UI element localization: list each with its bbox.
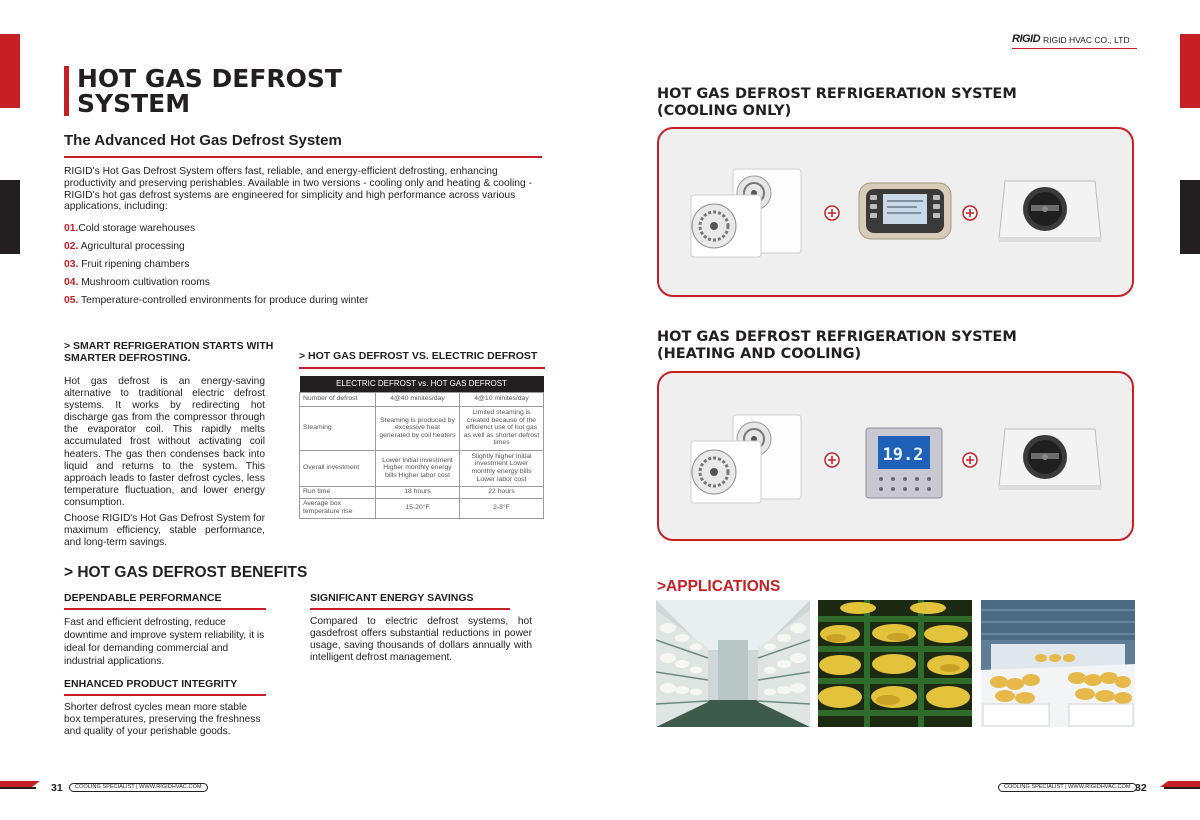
system2-illustration <box>659 373 1132 539</box>
controller-display-value: 19.2 <box>882 445 924 465</box>
benefit-body: Shorter defrost cycles mean more stable box temperatures, preserving the freshness and quality of your perishable goods. <box>64 702 261 737</box>
brand-logo: RIGID <box>1012 33 1041 45</box>
applications-heading: >APPLICATIONS <box>657 578 781 595</box>
left-red-tab <box>0 34 20 108</box>
benefit-energy <box>310 592 532 664</box>
smart-defrost-heading: > SMART REFRIGERATION STARTS WITH SMARTER DEFROSTING. <box>64 340 274 364</box>
benefit-dependable <box>64 592 266 668</box>
photo-mango-storage <box>981 600 1135 727</box>
benefits-heading: > HOT GAS DEFROST BENEFITS <box>64 564 308 581</box>
brand-name: RIGID HVAC CO., LTD <box>1043 35 1130 45</box>
page-number-right: 32 <box>1135 782 1147 794</box>
footer-pill-left: COOLING SPECIALIST | WWW.RIGIDHVAC.COM <box>69 783 208 792</box>
section-subtitle: The Advanced Hot Gas Defrost System <box>64 132 542 158</box>
plus-circle-icon <box>963 206 977 220</box>
comparison-heading: > HOT GAS DEFROST VS. ELECTRIC DEFROST <box>299 350 545 369</box>
benefit-body: Fast and efficient defrosting, reduce downtime and improve system reliability, it is ideal for demanding commercial and industrial applications. <box>64 617 265 667</box>
right-dark-tab <box>1180 180 1200 254</box>
photo-banana-crates <box>818 600 972 727</box>
plus-circle-icon <box>963 453 977 467</box>
table-row: Steaming Steaming is produced by excessive heat generated by coil heaters Limited steaming is created because of the efficienct use of hot gas as well as shorter defrost times <box>300 406 544 450</box>
smart-para-1: Hot gas defrost is an energy-saving alternative to traditional electric defrost systems. It works by redirecting hot discharge gas from the compressor through the evaporator coil. This rapidly melts accumulated frost without activating coil heaters. The gas then condenses back into liquid and returns to the system. This approach leads to faster defrost cycles, less temperature fluctuation, and lower energy consumption. <box>64 376 265 508</box>
list-item: 01.Cold storage warehouses <box>64 223 196 234</box>
table-row: Run time 18 hours 22 hours <box>300 486 544 498</box>
list-item: 03. Fruit ripening chambers <box>64 259 190 270</box>
system2-heading: HOT GAS DEFROST REFRIGERATION SYSTEM (HEATING AND COOLING) <box>657 329 1017 362</box>
table-row: Average box temperature rise 15-20°F 2-3°F <box>300 498 544 518</box>
evaporator-unit-image <box>999 429 1101 490</box>
smart-para-2: Choose RIGID's Hot Gas Defrost System for maximum efficiency, stable performance, and long-term savings. <box>64 513 265 549</box>
applications-list <box>64 220 542 310</box>
intro-paragraph: RIGID's Hot Gas Defrost System offers fast, reliable, and energy-efficient defrosting, enhancing productivity and preserving perishables. Available in two versions - cooling only and heating & cooling - RIGID's hot gas defrost systems are engineered for simplicity and high performance across various applications, including: <box>64 166 533 213</box>
right-red-tab <box>1180 34 1200 108</box>
plus-circle-icon <box>825 453 839 467</box>
brand-header <box>1012 31 1137 51</box>
system1-illustration <box>659 129 1132 295</box>
table-row: Number of defrost 4@40 minites/day 4@10 minites/day <box>300 392 544 406</box>
lcd-controller-image <box>859 183 951 239</box>
footer-red-mark-right <box>1160 781 1200 787</box>
benefit-title: ENHANCED PRODUCT INTEGRITY <box>64 678 266 696</box>
left-dark-tab <box>0 180 20 254</box>
evaporator-unit-image <box>999 181 1101 242</box>
benefit-title: SIGNIFICANT ENERGY SAVINGS <box>310 592 510 610</box>
plus-circle-icon <box>825 206 839 220</box>
page-title: HOT GAS DEFROST SYSTEM <box>64 66 394 116</box>
table-row: Overall investment Lower initial investment Higher monthly energy bills Higher labor cost Slightly higher initial investment Lower monthly energy bills Lower labor cost <box>300 450 544 486</box>
system1-diagram <box>657 127 1134 297</box>
footer-line-left <box>0 787 36 789</box>
system2-diagram <box>657 371 1134 541</box>
footer-pill-right: COOLING SPECIALIST | WWW.RIGIDHVAC.COM <box>998 783 1137 792</box>
page-number-left: 31 <box>51 782 63 794</box>
footer-line-right <box>1164 787 1200 789</box>
condensing-unit-image <box>691 415 801 503</box>
comparison-table <box>299 376 544 519</box>
benefit-title: DEPENDABLE PERFORMANCE <box>64 592 266 610</box>
smart-defrost-body <box>64 376 265 549</box>
table-title: ELECTRIC DEFROST vs. HOT GAS DEFROST <box>300 376 544 392</box>
benefit-integrity <box>64 678 266 738</box>
condensing-unit-image <box>691 169 801 257</box>
list-item: 05. Temperature-controlled environments for produce during winter <box>64 295 369 306</box>
list-item: 02. Agricultural processing <box>64 241 185 252</box>
touch-controller-image <box>866 428 942 498</box>
brand-underline <box>1012 48 1137 49</box>
benefit-body: Compared to electric defrost systems, hot gasdefrost offers substantial reductions in power usage, saving thousands of dollars annually with intelligent defrost management. <box>310 616 532 663</box>
list-item: 04. Mushroom cultivation rooms <box>64 277 210 288</box>
system1-heading: HOT GAS DEFROST REFRIGERATION SYSTEM (COOLING ONLY) <box>657 86 1017 119</box>
photo-mushroom-room <box>656 600 810 727</box>
